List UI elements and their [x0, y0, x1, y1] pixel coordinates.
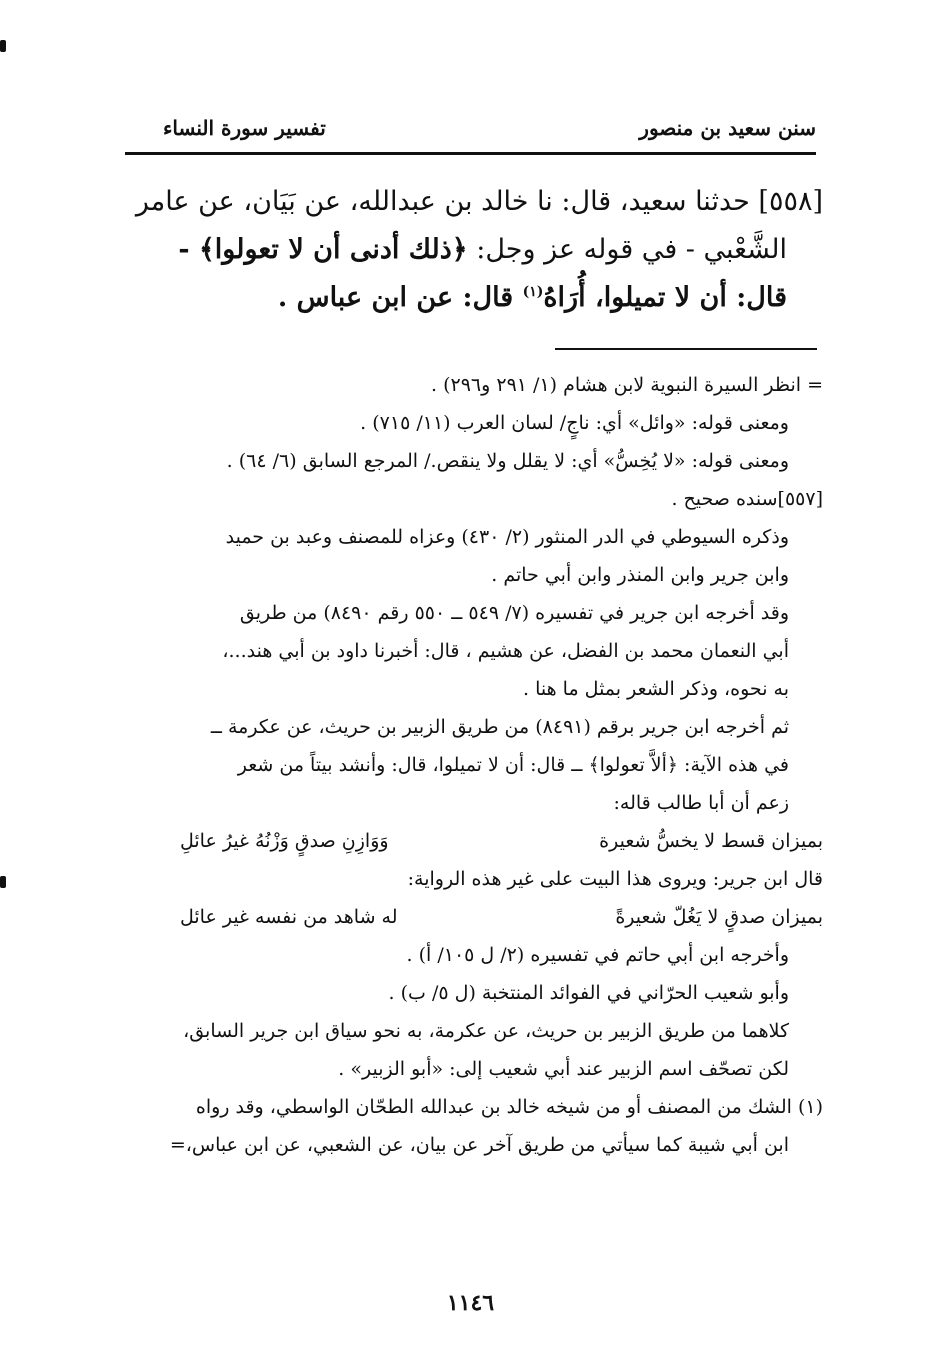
footnote-line: = انظر السيرة النبوية لابن هشام (١/ ٢٩١ و٢٩٦) . — [431, 374, 823, 396]
footnote-line: قال ابن جرير: ويروى هذا البيت على غير هذه الرواية: — [407, 868, 823, 890]
footnote-ref: (١) — [522, 284, 544, 300]
hadith-line — [120, 226, 823, 274]
footnote-line: في هذه الآية: ﴿ألاَّ تعولوا﴾ ــ قال: أن لا تميلوا، قال: وأنشد بيتاً من شعر — [237, 754, 789, 776]
hadith-text — [120, 178, 823, 322]
footnote-line: ومعنى قوله: «وائل» أي: ناجٍ/ لسان العرب (١١/ ٧١٥) . — [360, 412, 789, 434]
hadith-text-plain: الشَّعْبي - في قوله عز وجل: — [467, 234, 787, 265]
hadith-text-bold: قال: أن لا تميلوا، أُرَاهُ — [543, 282, 787, 313]
footnotes — [120, 370, 823, 1160]
running-head — [125, 112, 816, 144]
poetry-verse — [120, 826, 823, 856]
footnote-rule — [555, 348, 817, 350]
page-number: ١١٤٦ — [446, 1290, 495, 1316]
footnote-line: (١) الشك من المصنف أو من شيخه خالد بن عبدالله الطحّان الواسطي، وقد رواه — [195, 1096, 823, 1118]
footnote-line: وقد أخرجه ابن جرير في تفسيره (٧/ ٥٤٩ ــ ٥٥٠ رقم ٨٤٩٠) من طريق — [239, 602, 789, 624]
verse-hemistich: بميزان صدقٍ لا يَغُلّ شعيرةً — [615, 906, 823, 928]
verse-hemistich: بميزان قسط لا يخسُّ شعيرة — [599, 830, 823, 852]
edge-mark — [0, 876, 6, 888]
hadith-text-bold: قال: عن ابن عباس . — [277, 282, 523, 313]
footnote-line: زعم أن أبا طالب قاله: — [613, 792, 789, 814]
footnote-line: [٥٥٧]سنده صحيح . — [671, 488, 823, 510]
footnote-line: ومعنى قوله: «لا يُخِسُّ» أي: لا يقلل ولا ينقص./ المرجع السابق (٦/ ٦٤) . — [226, 450, 789, 472]
footnote-line: وابن جرير وابن المنذر وابن أبي حاتم . — [491, 564, 789, 586]
footnote-line: ابن أبي شيبة كما سيأتي من طريق آخر عن بيان، عن الشعبي، عن ابن عباس،= — [169, 1134, 789, 1156]
hadith-line: [٥٥٨] حدثنا سعيد، قال: نا خالد بن عبدالله، عن بَيَان، عن عامر — [135, 186, 823, 217]
footnote-line: ثم أخرجه ابن جرير برقم (٨٤٩١) من طريق الزبير بن حريث، عن عكرمة ــ — [210, 716, 789, 738]
header-rule — [125, 152, 816, 155]
book-title: سنن سعيد بن منصور — [639, 116, 816, 140]
footnote-line: وأبو شعيب الحرّاني في الفوائد المنتخبة (ل ٥/ ب) . — [388, 982, 789, 1004]
footnote-line: كلاهما من طريق الزبير بن حريث، عن عكرمة، به نحو سياق ابن جرير السابق، — [183, 1020, 789, 1042]
verse-hemistich: له شاهد من نفسه غير عائل — [180, 906, 398, 928]
footnote-line: أبي النعمان محمد بن الفضل، عن هشيم ، قال: أخبرنا داود بن أبي هند...، — [222, 640, 789, 662]
footnote-line: به نحوه، وذكر الشعر بمثل ما هنا . — [523, 678, 789, 700]
edge-mark — [0, 40, 6, 52]
footnote-line: لكن تصحّف اسم الزبير عند أبي شعيب إلى: «أبو الزبير» . — [338, 1058, 789, 1080]
verse-hemistich: وَوَازِنِ صدقٍ وَزْنُهُ غيرُ عائلِ — [180, 830, 389, 852]
poetry-verse — [120, 902, 823, 932]
section-title: تفسير سورة النساء — [163, 116, 326, 140]
hadith-line — [120, 274, 823, 322]
footnote-line: وذكره السيوطي في الدر المنثور (٢/ ٤٣٠) وعزاه للمصنف وعبد بن حميد — [225, 526, 789, 548]
quran-verse: ﴿ذلك أدنى أن لا تعولوا﴾ - — [178, 234, 468, 265]
footnote-line: وأخرجه ابن أبي حاتم في تفسيره (٢/ ل ١٠٥/ أ) . — [406, 944, 789, 966]
